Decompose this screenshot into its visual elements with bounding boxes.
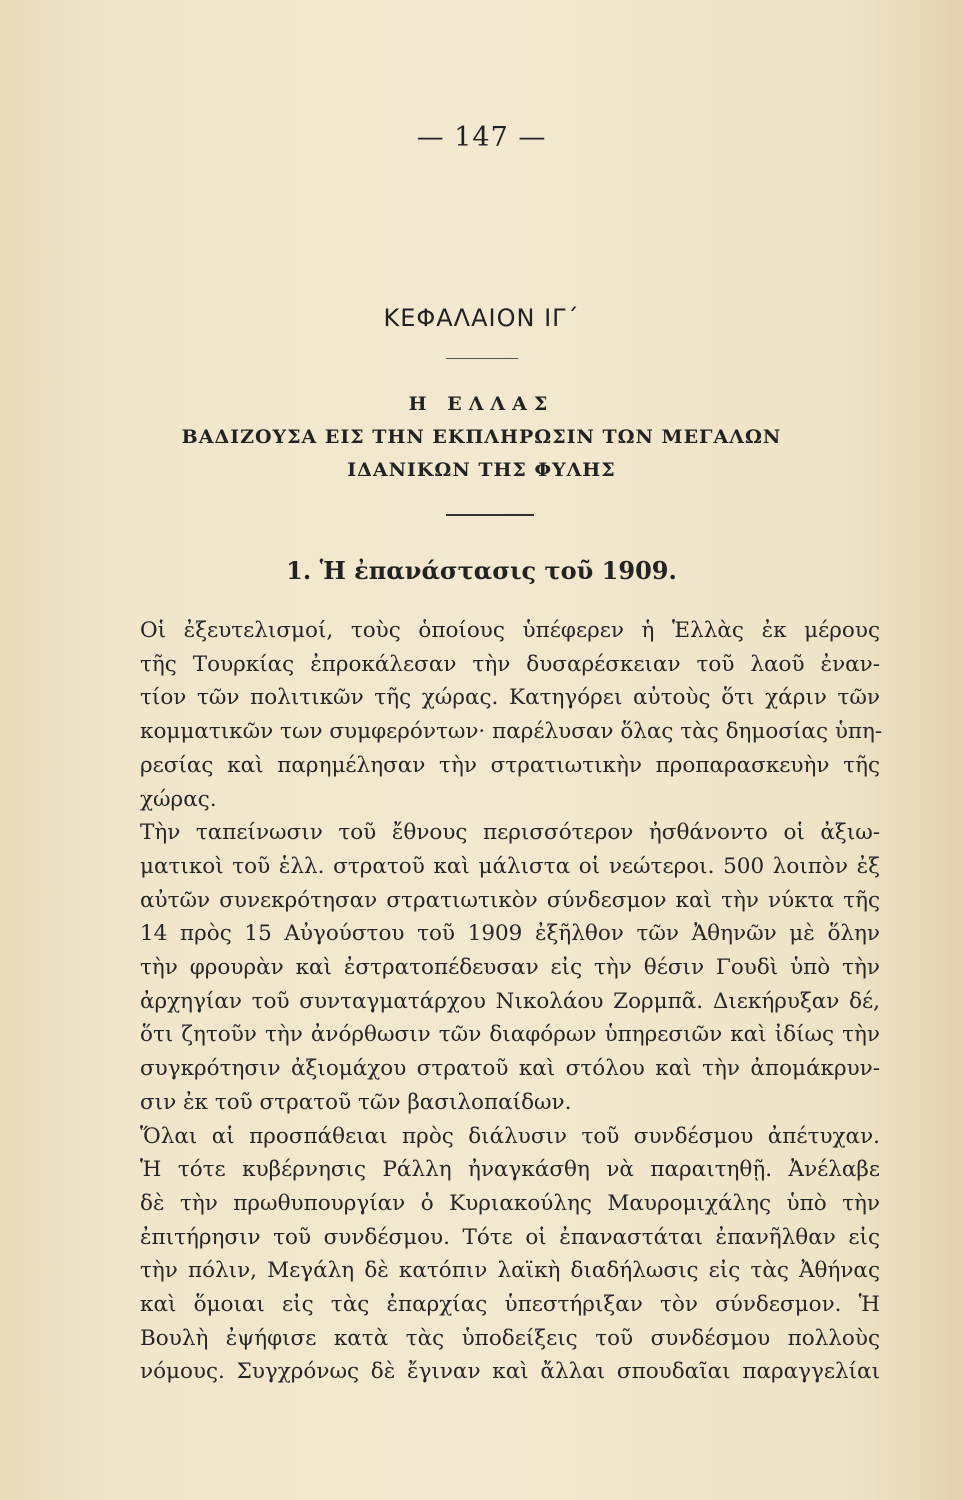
text-line: ματικοὶ τοῦ ἑλλ. στρατοῦ καὶ μάλιστα οἱ νεώτεροι. 500 λοιπὸν ἐξ [140, 853, 880, 879]
text-line: χώρας. [140, 786, 217, 812]
text-line: 14 πρὸς 15 Αὐγούστου τοῦ 1909 ἐξῆλθον τῶν Ἀθηνῶν μὲ ὅλην [140, 921, 880, 947]
heading-line-2: ΒΑΔΙΖΟΥΣΑ ΕΙΣ ΤΗΝ ΕΚΠΛΗΡΩΣΙΝ ΤΩΝ ΜΕΓΑΛΩΝ [181, 426, 782, 448]
text-line: τίον τῶν πολιτικῶν τῆς χώρας. Κατηγόρει αὐτοὺς ὅτι χάριν τῶν [140, 685, 880, 711]
text-line: δὲ τὴν πρωθυπουργίαν ὁ Κυριακούλης Μαυρομιχάλης ὑπὸ τὴν [140, 1190, 880, 1216]
text-line: ρεσίας καὶ παρημέλησαν τὴν στρατιωτικὴν προπαρασκευὴν τῆς [140, 752, 880, 778]
text-line: Ἡ τότε κυβέρνησις Ράλλη ἠναγκάσθη νὰ παραιτηθῇ. Ἀνέλαβε [140, 1157, 880, 1183]
text-line: Ὅλαι αἱ προσπάθειαι πρὸς διάλυσιν τοῦ συνδέσμου ἀπέτυχαν. [140, 1123, 880, 1149]
text-line: καὶ ὅμοιαι εἰς τὰς ἐπαρχίας ὑπεστήριξαν τὸν σύνδεσμον. Ἡ [140, 1292, 880, 1318]
text-line: Τὴν ταπείνωσιν τοῦ ἔθνους περισσότερον ἠσθάνοντο οἱ ἀξιω- [140, 820, 880, 846]
text-line: τὴν φρουρὰν καὶ ἐστρατοπέδευσαν εἰς τὴν θέσιν Γουδὶ ὑπὸ τὴν [140, 955, 880, 981]
section-title: 1. Ἡ ἐπανάστασις τοῦ 1909. [286, 556, 677, 585]
text-line: νόμους. Συγχρόνως δὲ ἔγιναν καὶ ἄλλαι σπουδαῖαι παραγγελίαι [140, 1359, 880, 1385]
text-line: τῆς Τουρκίας ἐπροκάλεσαν τὴν δυσαρέσκειαν τοῦ λαοῦ ἐναν- [140, 651, 880, 677]
text-line: ἐπιτήρησιν τοῦ συνδέσμου. Τότε οἱ ἐπαναστάται ἐπανῆλθαν εἰς [140, 1224, 880, 1250]
chapter-title: ΚΕΦΑΛΑΙΟΝ ΙΓ΄ [383, 304, 580, 332]
heading-line-1: Η ΕΛΛΑΣ [408, 393, 555, 415]
text-line: ἀρχηγίαν τοῦ συνταγματάρχου Νικολάου Ζορμπᾶ. Διεκήρυξαν δέ, [140, 988, 880, 1014]
text-line: συγκρότησιν ἀξιομάχου στρατοῦ καὶ στόλου καὶ τὴν ἀπομάκρυν- [140, 1056, 880, 1082]
page-number: — 147 — [416, 122, 547, 153]
text-line: τὴν πόλιν, Μεγάλη δὲ κατόπιν λαϊκὴ διαδήλωσις εἰς τὰς Ἀθήνας [140, 1258, 880, 1284]
text-line: Βουλὴ ἐψήφισε κατὰ τὰς ὑποδείξεις τοῦ συνδέσμου πολλοὺς [140, 1325, 880, 1351]
text-line: ὅτι ζητοῦν τὴν ἀνόρθωσιν τῶν διαφόρων ὑπηρεσιῶν καὶ ἰδίως τὴν [140, 1022, 880, 1048]
text-line: Οἱ ἐξευτελισμοί, τοὺς ὁποίους ὑπέφερεν ἡ Ἑλλὰς ἐκ μέρους [140, 618, 880, 643]
text-line: αὐτῶν συνεκρότησαν στρατιωτικὸν σύνδεσμον καὶ τὴν νύκτα τῆς [140, 887, 880, 913]
divider-rule [446, 358, 518, 359]
body-text [140, 614, 883, 1389]
heading-line-3: ΙΔΑΝΙΚΩΝ ΤΗΣ ΦΥΛΗΣ [347, 459, 616, 481]
text-line: σιν ἐκ τοῦ στρατοῦ τῶν βασιλοπαίδων. [140, 1089, 572, 1115]
divider-rule [446, 514, 534, 516]
text-line: κομματικῶν των συμφερόντων· παρέλυσαν ὅλας τὰς δημοσίας ὑπη- [140, 719, 883, 745]
chapter-heading [0, 388, 963, 487]
